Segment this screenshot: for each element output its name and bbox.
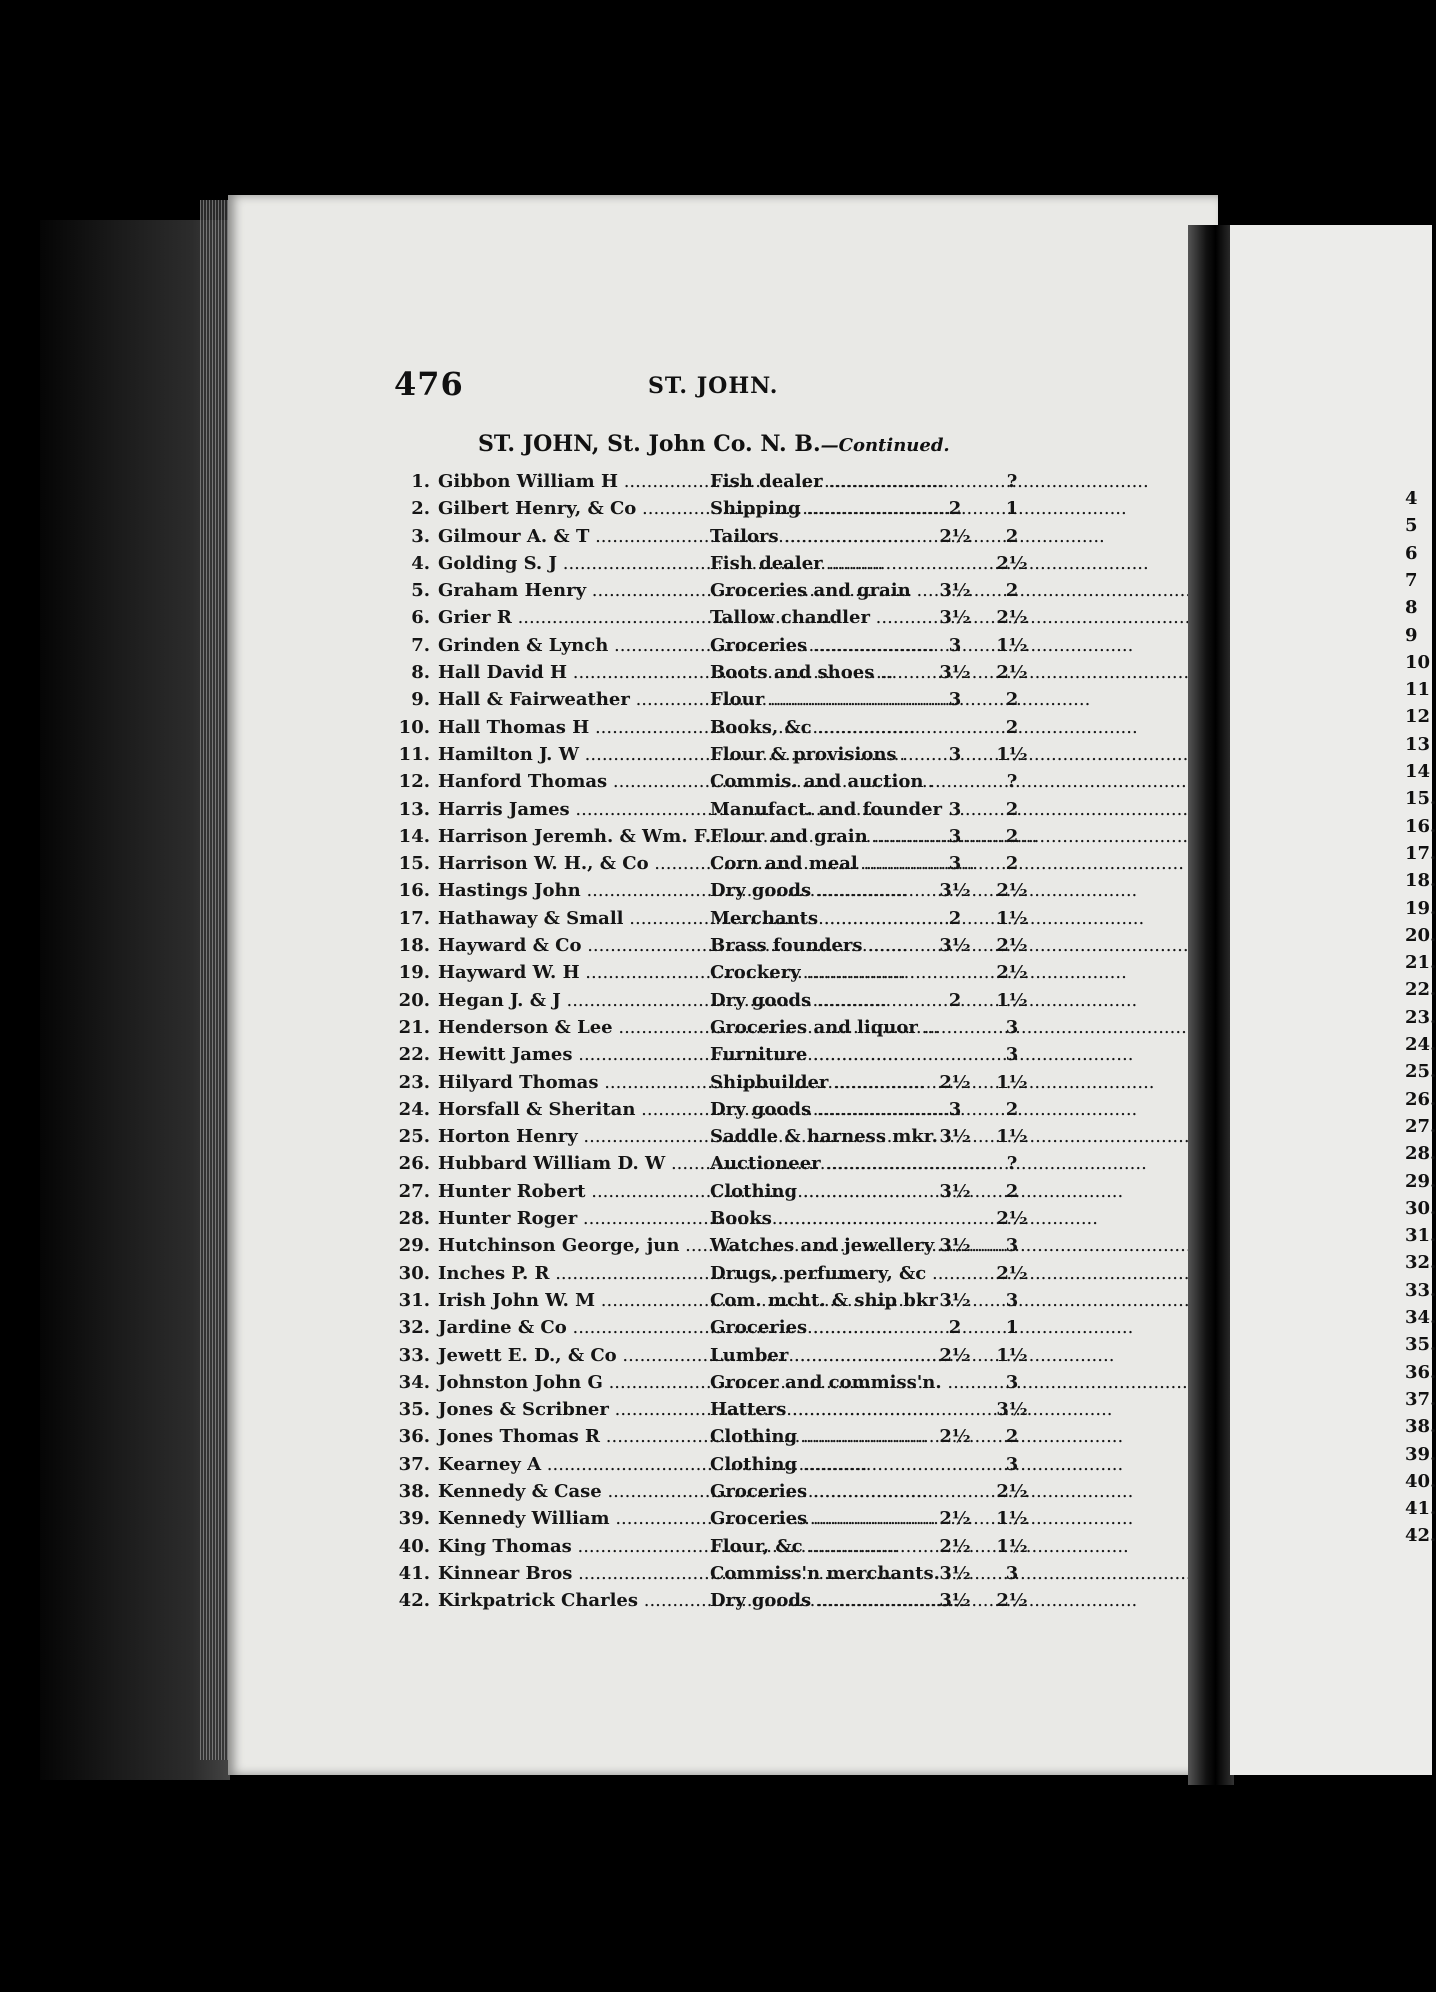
right-page-number: 26. <box>1405 1088 1436 1110</box>
right-page-number: 6 <box>1405 542 1418 564</box>
entry-business: Watches and jewellery ..... <box>710 1235 942 1256</box>
directory-row <box>378 1208 1198 1235</box>
entry-business: Dry goods ..... <box>710 880 942 901</box>
entry-rating-credit: 2½ <box>996 1262 1028 1284</box>
entry-name: Gilmour A. & T ..... <box>438 526 708 547</box>
right-page-number: 11 <box>1405 679 1431 701</box>
page-number: 476 <box>394 365 464 403</box>
right-page-number: 27. <box>1405 1115 1436 1137</box>
entry-rating-capital: 3 <box>948 1098 962 1120</box>
entry-name: Jewett E. D., & Co ..... <box>438 1345 708 1366</box>
entry-business: Groceries and liquor ..... <box>710 1017 942 1038</box>
entry-name: Hastings John ..... <box>438 880 708 901</box>
entry-name: Irish John W. M ..... <box>438 1290 708 1311</box>
entry-rating-credit: 2 <box>1005 525 1019 547</box>
right-page-number: 31. <box>1405 1225 1436 1247</box>
right-page-number: 33. <box>1405 1279 1436 1301</box>
entry-name: Hall & Fairweather ..... <box>438 689 708 710</box>
entry-rating-credit: 2 <box>1005 1098 1019 1120</box>
entry-number: 36. <box>398 1426 430 1448</box>
right-page-number: 28. <box>1405 1143 1436 1165</box>
entry-business: Books ..... <box>710 1208 942 1229</box>
entry-rating-credit: 1½ <box>996 743 1028 765</box>
directory-row <box>378 1235 1198 1262</box>
entry-number: 35. <box>398 1399 430 1421</box>
entry-name: Johnston John G ..... <box>438 1372 708 1393</box>
right-page-number: 35. <box>1405 1334 1436 1356</box>
entry-name: Hanford Thomas ..... <box>438 771 708 792</box>
entry-rating-credit: 3 <box>1005 1044 1019 1066</box>
entry-rating-capital: 2½ <box>939 1535 971 1557</box>
entry-number: 25. <box>398 1126 430 1148</box>
entry-rating-credit: 2½ <box>996 935 1028 957</box>
entry-rating-capital: 2 <box>948 498 962 520</box>
entry-rating-credit: 3 <box>1005 1371 1019 1393</box>
entry-business: Fish dealer ..... <box>710 471 942 492</box>
directory-row <box>378 744 1198 771</box>
entry-number: 14. <box>398 825 430 847</box>
entry-number: 22. <box>398 1044 430 1066</box>
entry-name: Inches P. R ..... <box>438 1263 708 1284</box>
entry-rating-credit: 3 <box>1005 1016 1019 1038</box>
entry-business: Saddle & harness mkr. ..... <box>710 1126 942 1147</box>
entry-rating-credit: 1 <box>1005 498 1019 520</box>
right-page-number: 13 <box>1405 733 1431 755</box>
entry-name: Hayward W. H ..... <box>438 962 708 983</box>
entry-rating-credit: 2½ <box>996 1590 1028 1612</box>
entry-rating-credit: 2 <box>1005 798 1019 820</box>
entry-rating-capital: 2½ <box>939 1426 971 1448</box>
entry-rating-credit: 2½ <box>996 1208 1028 1230</box>
entry-rating-capital: 3½ <box>939 1235 971 1257</box>
directory-row <box>378 1017 1198 1044</box>
entry-business: Books, &c ..... <box>710 717 942 738</box>
entry-rating-capital: 2½ <box>939 525 971 547</box>
entry-rating-credit: 2 <box>1005 689 1019 711</box>
entry-name: Hunter Robert ..... <box>438 1181 708 1202</box>
section-title-text: ST. JOHN, St. John Co. N. B. <box>478 431 821 457</box>
entry-number: 41. <box>398 1562 430 1584</box>
right-page-number: 5 <box>1405 515 1418 537</box>
entry-rating-capital: 3 <box>948 825 962 847</box>
entry-rating-capital: 3 <box>948 634 962 656</box>
entry-name: Harrison Jeremh. & Wm. F. ..... <box>438 826 708 847</box>
entry-rating-credit: 1½ <box>996 1535 1028 1557</box>
entry-name: Hayward & Co ..... <box>438 935 708 956</box>
entry-number: 42. <box>398 1590 430 1612</box>
entry-rating-capital: 3½ <box>939 1126 971 1148</box>
entry-number: 33. <box>398 1344 430 1366</box>
entry-number: 27. <box>398 1180 430 1202</box>
entry-number: 39. <box>398 1508 430 1530</box>
directory-row <box>378 799 1198 826</box>
entry-rating-credit: 2 <box>1005 853 1019 875</box>
right-page-number: 8 <box>1405 597 1418 619</box>
entry-business: Flour, &c ..... <box>710 1536 942 1557</box>
entry-number: 8. <box>411 662 430 684</box>
entry-rating-credit: 2½ <box>996 552 1028 574</box>
entry-business: Groceries ..... <box>710 635 942 656</box>
entry-number: 23. <box>398 1071 430 1093</box>
entry-rating-credit: ? <box>1006 771 1018 793</box>
entry-business: Shipping ..... <box>710 498 942 519</box>
directory-row <box>378 1263 1198 1290</box>
directory-row <box>378 526 1198 553</box>
entry-number: 30. <box>398 1262 430 1284</box>
right-page-number: 20. <box>1405 924 1436 946</box>
right-page-number: 30. <box>1405 1197 1436 1219</box>
right-page-number: 21. <box>1405 952 1436 974</box>
entry-rating-credit: 2 <box>1005 1180 1019 1202</box>
entry-name: Hunter Roger ..... <box>438 1208 708 1229</box>
entry-rating-credit: 2 <box>1005 825 1019 847</box>
directory-row <box>378 553 1198 580</box>
entry-rating-credit: 2 <box>1005 580 1019 602</box>
right-page-number: 37. <box>1405 1388 1436 1410</box>
entry-name: Gilbert Henry, & Co ..... <box>438 498 708 519</box>
entry-number: 16. <box>398 880 430 902</box>
right-page-number: 34. <box>1405 1307 1436 1328</box>
directory-row <box>378 1345 1198 1372</box>
entry-business: Grocer and commiss'n. ..... <box>710 1372 942 1393</box>
right-page <box>1230 225 1432 1775</box>
entry-rating-credit: 3 <box>1005 1289 1019 1311</box>
entry-business: Flour & provisions ..... <box>710 744 942 765</box>
entry-number: 13. <box>398 798 430 820</box>
entry-rating-credit: ? <box>1006 1153 1018 1175</box>
entry-number: 29. <box>398 1235 430 1257</box>
entry-name: Hegan J. & J ..... <box>438 990 708 1011</box>
directory-row <box>378 1290 1198 1317</box>
entry-name: Henderson & Lee ..... <box>438 1017 708 1038</box>
entry-business: Dry goods ..... <box>710 1099 942 1120</box>
entry-rating-capital: 2½ <box>939 1344 971 1366</box>
entry-number: 18. <box>398 935 430 957</box>
entry-name: Kearney A ..... <box>438 1454 708 1475</box>
directory-row <box>378 1099 1198 1126</box>
entry-number: 19. <box>398 962 430 984</box>
page-gutter <box>1188 225 1234 1785</box>
entry-business: Clothing ..... <box>710 1181 942 1202</box>
entry-name: Hubbard William D. W ..... <box>438 1153 708 1174</box>
right-page-number: 25. <box>1405 1061 1436 1083</box>
entry-rating-capital: 3 <box>948 853 962 875</box>
right-page-number: 32. <box>1405 1252 1436 1274</box>
directory-row <box>378 962 1198 989</box>
entry-rating-capital: 3 <box>948 689 962 711</box>
entry-number: 37. <box>398 1453 430 1475</box>
entry-rating-capital: 2½ <box>939 1508 971 1530</box>
entry-name: Grinden & Lynch ..... <box>438 635 708 656</box>
entry-rating-capital: 2 <box>948 1317 962 1339</box>
directory-row <box>378 1153 1198 1180</box>
entry-business: Fish dealer ..... <box>710 553 942 574</box>
entry-name: Kennedy William ..... <box>438 1508 708 1529</box>
right-page-number: 10 <box>1405 651 1431 673</box>
entry-business: Dry goods ..... <box>710 990 942 1011</box>
directory-row <box>378 1317 1198 1344</box>
entry-number: 24. <box>398 1098 430 1120</box>
entry-rating-capital: 3½ <box>939 1180 971 1202</box>
entry-business: Groceries ..... <box>710 1508 942 1529</box>
entry-rating-credit: 1 <box>1005 1317 1019 1339</box>
entry-name: Harrison W. H., & Co ..... <box>438 853 708 874</box>
entry-rating-capital: 3½ <box>939 880 971 902</box>
right-page-number: 22. <box>1405 979 1436 1001</box>
entry-business: Groceries and grain ..... <box>710 580 942 601</box>
entry-rating-credit: 3 <box>1005 1235 1019 1257</box>
right-page-number: 23. <box>1405 1006 1436 1028</box>
entry-number: 6. <box>411 607 430 629</box>
entry-name: Horton Henry ..... <box>438 1126 708 1147</box>
entry-business: Tallow chandler ..... <box>710 607 942 628</box>
directory-row <box>378 1044 1198 1071</box>
directory-row <box>378 662 1198 689</box>
entry-rating-credit: 2½ <box>996 662 1028 684</box>
directory-row <box>378 1454 1198 1481</box>
entry-rating-capital: 2 <box>948 907 962 929</box>
entry-business: Clothing ..... <box>710 1426 942 1447</box>
right-page-number: 12 <box>1405 706 1431 728</box>
entry-business: Brass founders ..... <box>710 935 942 956</box>
entry-business: Hatters ..... <box>710 1399 942 1420</box>
directory-row <box>378 1372 1198 1399</box>
directory-row <box>378 1590 1198 1617</box>
entry-number: 15. <box>398 853 430 875</box>
right-page-number: 15. <box>1405 788 1436 810</box>
entry-business: Manufact. and founder ..... <box>710 799 942 820</box>
entry-number: 40. <box>398 1535 430 1557</box>
entry-rating-capital: 3 <box>948 743 962 765</box>
entry-rating-credit: 1½ <box>996 1508 1028 1530</box>
entry-rating-credit: 1½ <box>996 1126 1028 1148</box>
directory-row <box>378 908 1198 935</box>
entry-name: Hutchinson George, jun ..... <box>438 1235 708 1256</box>
right-page-number: 4 <box>1405 488 1418 509</box>
directory-row <box>378 771 1198 798</box>
entry-name: Horsfall & Sheritan ..... <box>438 1099 708 1120</box>
entry-business: Lumber ..... <box>710 1345 942 1366</box>
entry-name: Hilyard Thomas ..... <box>438 1072 708 1093</box>
right-page-number: 24. <box>1405 1034 1436 1055</box>
entry-business: Corn and meal ..... <box>710 853 942 874</box>
directory-row <box>378 1563 1198 1590</box>
entry-number: 26. <box>398 1153 430 1175</box>
entry-business: Merchants ..... <box>710 908 942 929</box>
entry-rating-credit: 2 <box>1005 716 1019 738</box>
entry-business: Commis. and auction ..... <box>710 771 942 792</box>
entry-name: Jones & Scribner ..... <box>438 1399 708 1420</box>
entry-name: Hall David H ..... <box>438 662 708 683</box>
entry-number: 21. <box>398 1016 430 1038</box>
section-continued: —Continued. <box>820 435 950 456</box>
right-page-number: 38. <box>1405 1416 1436 1438</box>
entry-rating-credit: 1½ <box>996 907 1028 929</box>
directory-row <box>378 1126 1198 1153</box>
entry-business: Groceries ..... <box>710 1481 942 1502</box>
directory-row <box>378 1426 1198 1453</box>
right-page-number: 29. <box>1405 1170 1436 1192</box>
directory-row <box>378 1481 1198 1508</box>
entry-rating-capital: 3½ <box>939 580 971 602</box>
entry-rating-capital: 3 <box>948 798 962 820</box>
right-page-number: 42. <box>1405 1525 1436 1547</box>
directory-row <box>378 717 1198 744</box>
entry-number: 34. <box>398 1371 430 1393</box>
entry-number: 1. <box>411 471 430 492</box>
page-edges <box>200 200 230 1760</box>
entry-rating-credit: 1½ <box>996 989 1028 1011</box>
entry-number: 7. <box>411 634 430 656</box>
entry-rating-credit: 3½ <box>996 1399 1028 1421</box>
right-page-number: 18. <box>1405 870 1436 892</box>
entry-business: Clothing ..... <box>710 1454 942 1475</box>
directory-row <box>378 689 1198 716</box>
entry-rating-credit: 2½ <box>996 880 1028 902</box>
entry-name: Gibbon William H ..... <box>438 471 708 492</box>
entry-business: Crockery ..... <box>710 962 942 983</box>
entry-rating-credit: 2 <box>1005 1426 1019 1448</box>
entry-rating-capital: 3½ <box>939 1289 971 1311</box>
entry-rating-credit: 3 <box>1005 1562 1019 1584</box>
directory-row <box>378 498 1198 525</box>
entry-number: 9. <box>411 689 430 711</box>
entry-name: Golding S. J ..... <box>438 553 708 574</box>
directory-row <box>378 471 1198 498</box>
directory-row <box>378 1399 1198 1426</box>
entry-rating-credit: 3 <box>1005 1453 1019 1475</box>
directory-row <box>378 1072 1198 1099</box>
entry-business: Furniture ..... <box>710 1044 942 1065</box>
entry-name: Jones Thomas R ..... <box>438 1426 708 1447</box>
entry-name: Kirkpatrick Charles ..... <box>438 1590 708 1611</box>
entry-number: 12. <box>398 771 430 793</box>
right-page-number: 41. <box>1405 1498 1436 1520</box>
entry-name: Hathaway & Small ..... <box>438 908 708 929</box>
entry-business: Boots and shoes ..... <box>710 662 942 683</box>
right-page-number: 40. <box>1405 1470 1436 1492</box>
directory-row <box>378 580 1198 607</box>
entry-number: 11. <box>398 743 430 765</box>
entry-rating-capital: 3½ <box>939 1562 971 1584</box>
entry-name: Hewitt James ..... <box>438 1044 708 1065</box>
directory-row <box>378 826 1198 853</box>
entry-name: Kinnear Bros ..... <box>438 1563 708 1584</box>
entry-business: Dry goods ..... <box>710 1590 942 1611</box>
entry-number: 2. <box>411 498 430 520</box>
left-page <box>228 195 1218 1775</box>
entry-name: Hall Thomas H ..... <box>438 717 708 738</box>
directory-row <box>378 635 1198 662</box>
right-page-number: 16. <box>1405 815 1436 837</box>
entry-name: Grier R ..... <box>438 607 708 628</box>
directory-entries <box>378 471 1198 1617</box>
entry-business: Commiss'n merchants. ..... <box>710 1563 942 1584</box>
entry-name: Kennedy & Case ..... <box>438 1481 708 1502</box>
entry-name: King Thomas ..... <box>438 1536 708 1557</box>
entry-rating-capital: 2 <box>948 989 962 1011</box>
entry-number: 20. <box>398 989 430 1011</box>
entry-business: Tailors ..... <box>710 526 942 547</box>
entry-number: 32. <box>398 1317 430 1339</box>
entry-number: 31. <box>398 1289 430 1311</box>
entry-name: Harris James ..... <box>438 799 708 820</box>
entry-rating-credit: 1½ <box>996 1071 1028 1093</box>
entry-number: 5. <box>411 580 430 602</box>
directory-row <box>378 990 1198 1017</box>
entry-name: Graham Henry ..... <box>438 580 708 601</box>
entry-rating-capital: 2½ <box>939 1071 971 1093</box>
right-page-number: 9 <box>1405 624 1418 646</box>
entry-business: Flour ..... <box>710 689 942 710</box>
entry-rating-credit: 2½ <box>996 1480 1028 1502</box>
entry-rating-credit: 2½ <box>996 607 1028 629</box>
right-page-number: 19. <box>1405 897 1436 919</box>
entry-rating-credit: 1½ <box>996 1344 1028 1366</box>
entry-number: 4. <box>411 552 430 574</box>
directory-row <box>378 935 1198 962</box>
directory-row <box>378 1536 1198 1563</box>
directory-row <box>378 880 1198 907</box>
entry-business: Auctioneer ..... <box>710 1153 942 1174</box>
entry-rating-capital: 3½ <box>939 935 971 957</box>
directory-row <box>378 1181 1198 1208</box>
entry-rating-credit: ? <box>1006 471 1018 492</box>
running-head: ST. JOHN. <box>648 373 779 399</box>
entry-rating-capital: 3½ <box>939 662 971 684</box>
entry-number: 3. <box>411 525 430 547</box>
page-content <box>228 195 1218 1775</box>
directory-row <box>378 607 1198 634</box>
directory-row <box>378 853 1198 880</box>
entry-rating-capital: 3½ <box>939 1590 971 1612</box>
entry-business: Com. mcht. & ship bkr ..... <box>710 1290 942 1311</box>
right-page-number: 17. <box>1405 842 1436 864</box>
entry-business: Flour and grain ..... <box>710 826 942 847</box>
right-page-number: 36. <box>1405 1361 1436 1383</box>
entry-rating-capital: 3½ <box>939 607 971 629</box>
entry-number: 10. <box>398 716 430 738</box>
entry-rating-credit: 2½ <box>996 962 1028 984</box>
right-page-number: 7 <box>1405 569 1418 591</box>
entry-number: 17. <box>398 907 430 929</box>
entry-name: Hamilton J. W ..... <box>438 744 708 765</box>
entry-rating-credit: 1½ <box>996 634 1028 656</box>
section-title <box>478 431 950 457</box>
directory-row <box>378 1508 1198 1535</box>
right-page-number: 39. <box>1405 1443 1436 1465</box>
entry-business: Shipbuilder ..... <box>710 1072 942 1093</box>
entry-number: 28. <box>398 1208 430 1230</box>
entry-business: Groceries ..... <box>710 1317 942 1338</box>
entry-business: Drugs, perfumery, &c ..... <box>710 1263 942 1284</box>
entry-number: 38. <box>398 1480 430 1502</box>
right-page-number: 14 <box>1405 761 1431 782</box>
entry-name: Jardine & Co ..... <box>438 1317 708 1338</box>
